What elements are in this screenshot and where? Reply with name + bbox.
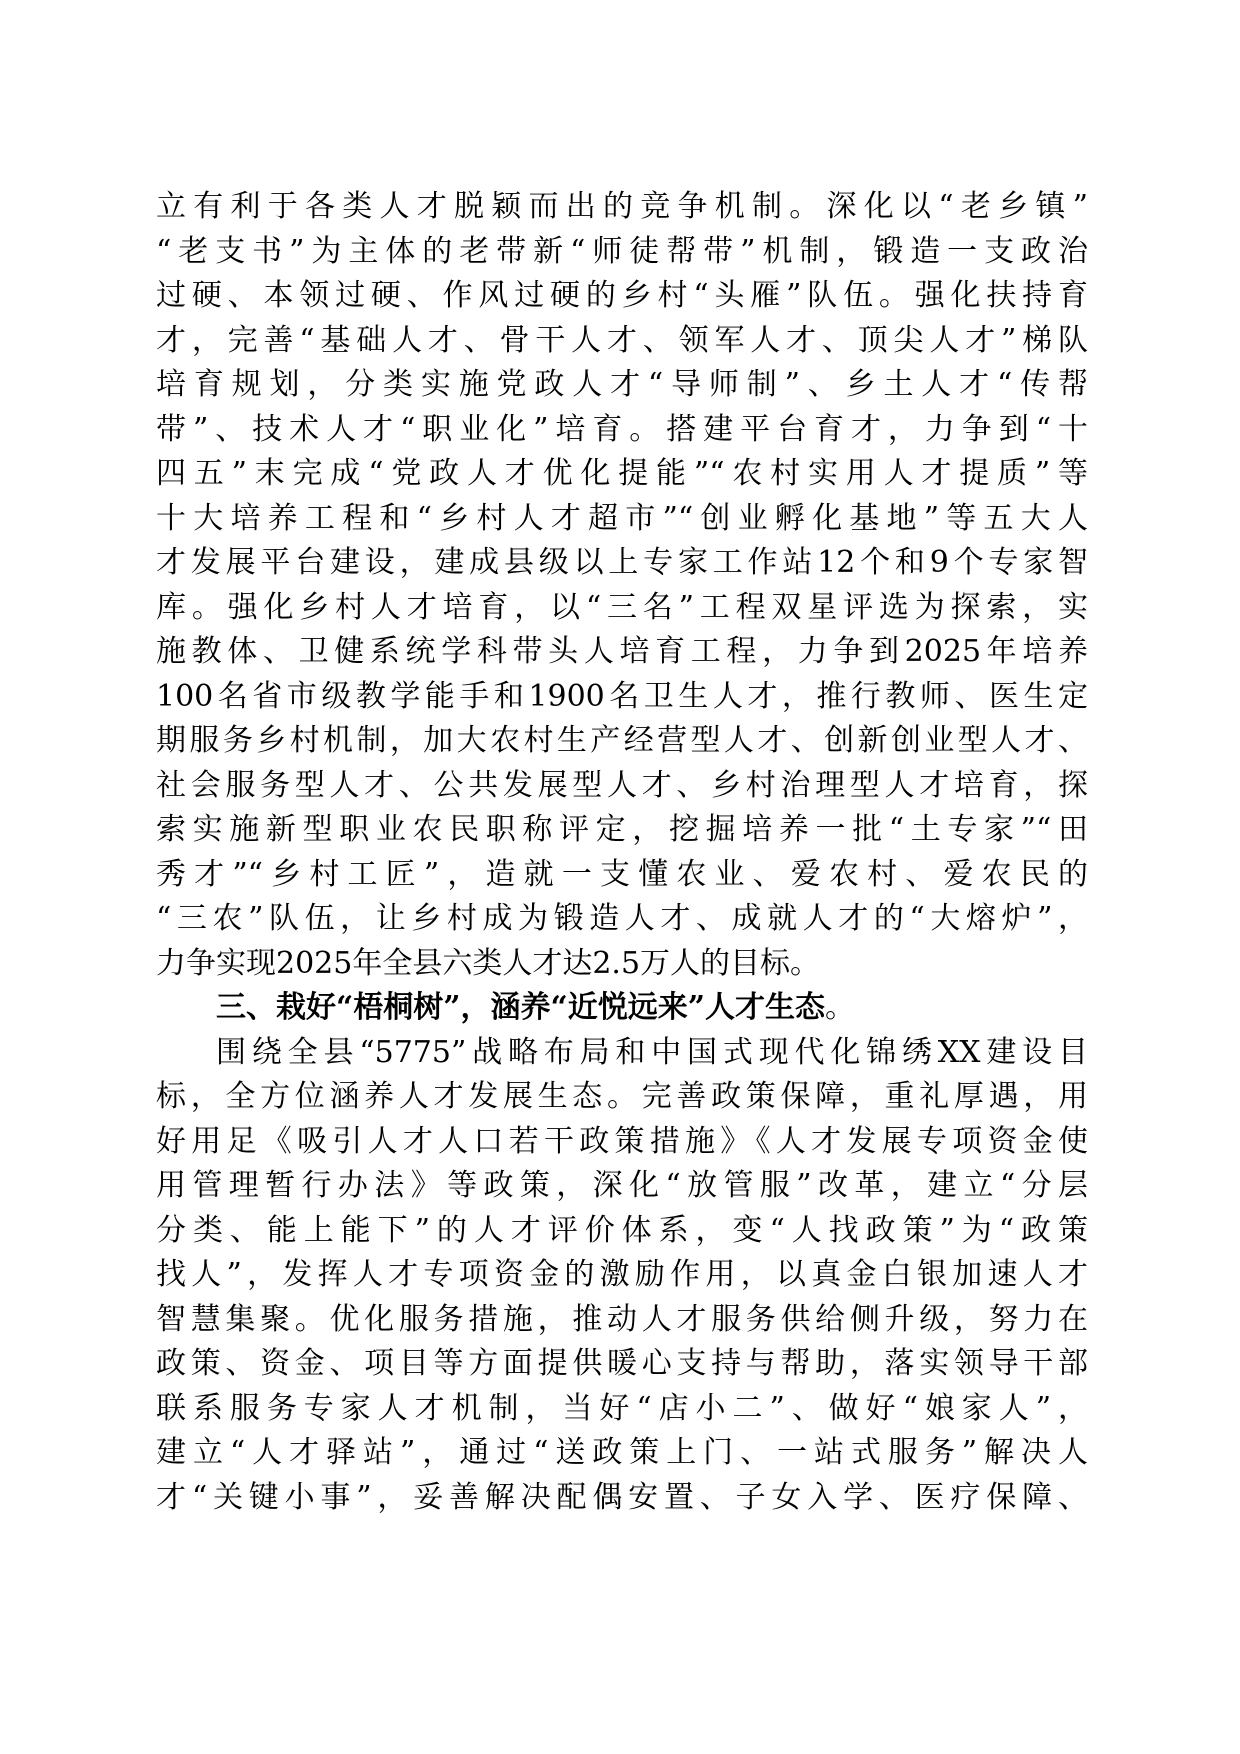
- text-line: 100名省市级教学能手和1900名卫生人才，推行教师、医生定: [156, 678, 1088, 714]
- text-line: 期服务乡村机制，加大农村生产经营型人才、创新创业型人才、: [156, 723, 1088, 758]
- text-line: 培育规划，分类实施党政人才“导师制”、乡土人才“传帮: [156, 367, 1088, 402]
- text-line: 才，完善“基础人才、骨干人才、领军人才、顶尖人才”梯队: [156, 322, 1088, 358]
- text-line: 才发展平台建设，建成县级以上专家工作站12个和9个专家智: [156, 545, 1088, 580]
- text-line: 用管理暂行办法》等政策，深化“放管服”改革，建立“分层: [156, 1168, 1088, 1203]
- text-line: 联系服务专家人才机制，当好“店小二”、做好“娘家人”，: [156, 1390, 1088, 1426]
- text-line: 施教体、卫健系统学科带头人培育工程，力争到2025年培养: [156, 634, 1088, 669]
- text-line: 立有利于各类人才脱颖而出的竞争机制。深化以“老乡镇”: [156, 189, 1088, 224]
- text-line: 找人”，发挥人才专项资金的激励作用，以真金白银加速人才: [156, 1257, 1088, 1292]
- text-line: 才“关键小事”，妥善解决配偶安置、子女入学、医疗保障、: [156, 1479, 1088, 1515]
- text-line: “老支书”为主体的老带新“师徒帮带”机制，锻造一支政治: [156, 233, 1088, 269]
- text-line: 带”、技术人才“职业化”培育。搭建平台育才，力争到“十: [156, 411, 1088, 447]
- text-line: 十大培养工程和“乡村人才超市”“创业孵化基地”等五大人: [156, 500, 1088, 536]
- section-heading-period: 。: [825, 990, 856, 1025]
- text-line: 社会服务型人才、公共发展型人才、乡村治理型人才培育，探: [156, 767, 1088, 803]
- text-line: 围绕全县“5775”战略布局和中国式现代化锦绣XX建设目: [216, 1034, 1088, 1070]
- document-body: [156, 185, 1088, 1520]
- text-line: 四五”末完成“党政人才优化提能”“农村实用人才提质”等: [156, 456, 1088, 491]
- text-line: “三农”队伍，让乡村成为锻造人才、成就人才的“大熔炉”，: [156, 901, 1088, 936]
- text-line: 智慧集聚。优化服务措施，推动人才服务供给侧升级，努力在: [156, 1301, 1088, 1337]
- section-heading-text: 三、栽好“梧桐树”，涵养“近悦远来”人才生态: [216, 990, 826, 1025]
- text-line: 库。强化乡村人才培育，以“三名”工程双星评选为探索，实: [156, 589, 1088, 625]
- text-line: 索实施新型职业农民职称评定，挖掘培养一批“土专家”“田: [156, 812, 1088, 847]
- text-line: 力争实现2025年全县六类人才达2.5万人的目标。: [156, 945, 821, 981]
- text-line: 标，全方位涵养人才发展生态。完善政策保障，重礼厚遇，用: [156, 1079, 1088, 1114]
- text-line: 过硬、本领过硬、作风过硬的乡村“头雁”队伍。强化扶持育: [156, 278, 1088, 313]
- section-heading: [156, 986, 1088, 1031]
- text-line: 建立“人才驿站”，通过“送政策上门、一站式服务”解决人: [156, 1435, 1088, 1470]
- text-line: 秀才”“乡村工匠”，造就一支懂农业、爱农村、爱农民的: [156, 856, 1088, 892]
- text-line: 好用足《吸引人才人口若干政策措施》《人才发展专项资金使: [156, 1123, 1088, 1159]
- text-line: 分类、能上能下”的人才评价体系，变“人找政策”为“政策: [156, 1212, 1088, 1248]
- text-line: 政策、资金、项目等方面提供暖心支持与帮助，落实领导干部: [156, 1346, 1088, 1381]
